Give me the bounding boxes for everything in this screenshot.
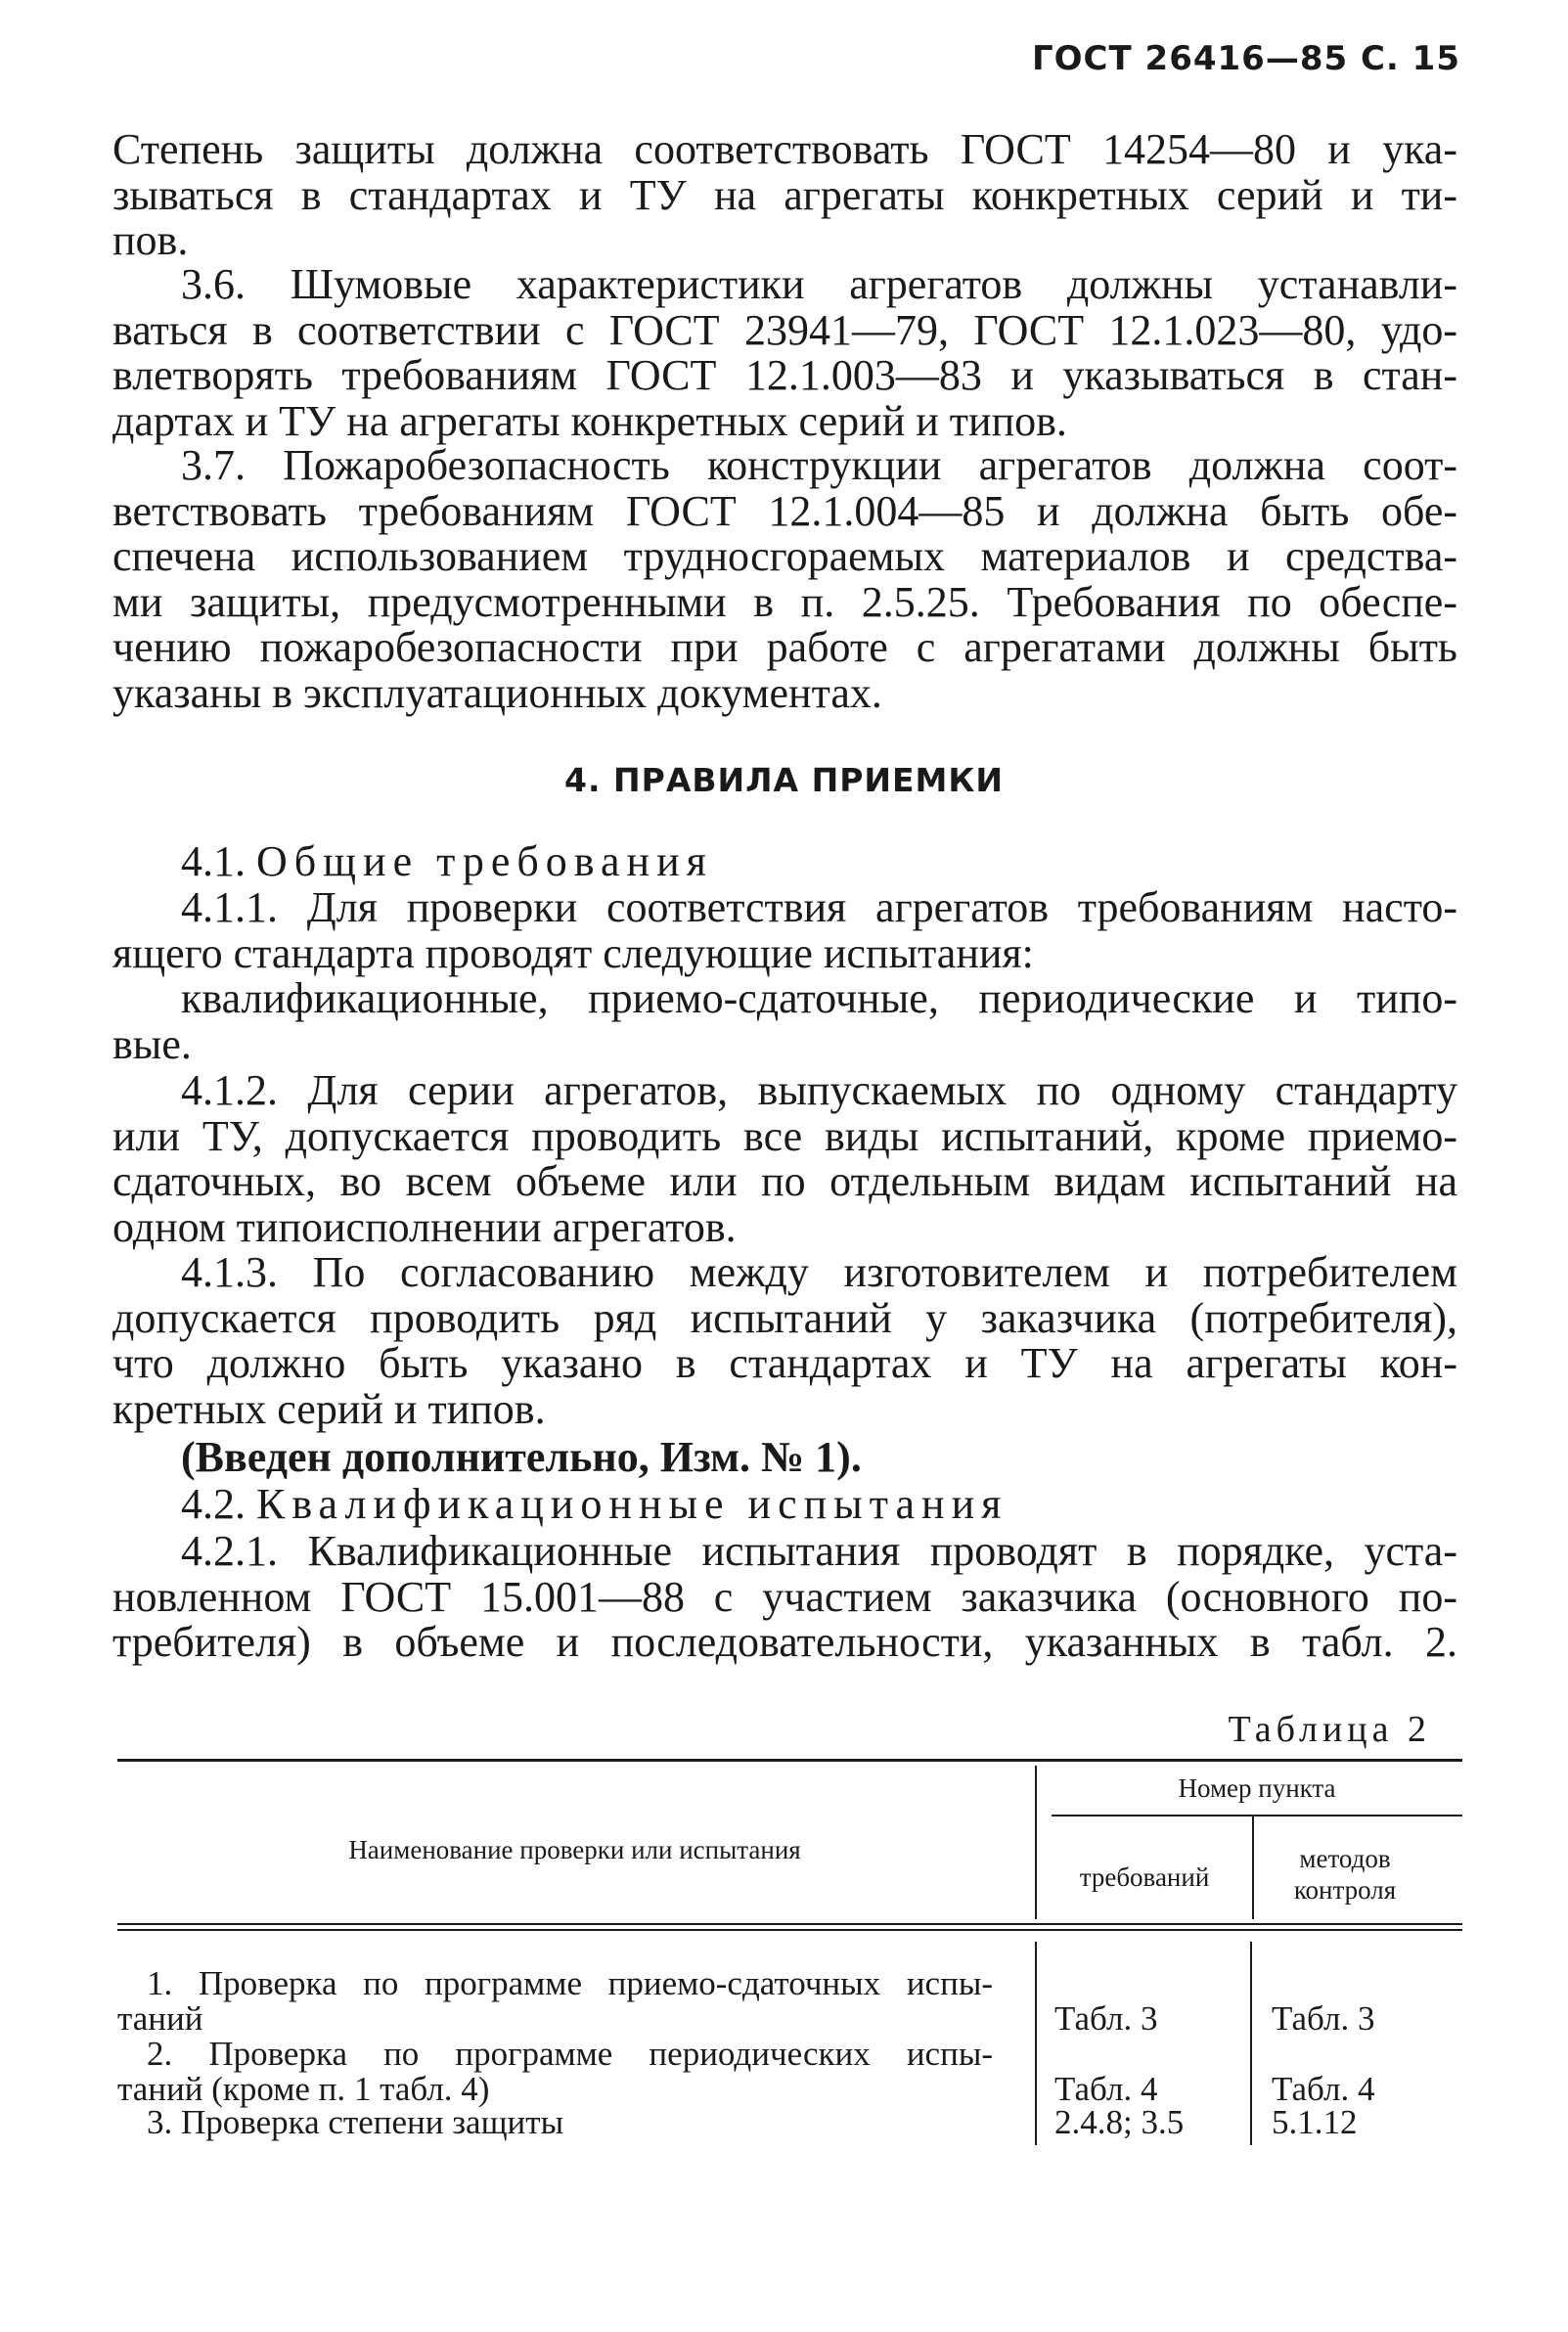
text-line: вые. — [112, 1019, 192, 1068]
intro-paragraph — [112, 127, 1457, 264]
paragraph-3-7 — [112, 443, 1457, 716]
header-bottom-rule — [117, 1929, 1462, 1931]
text-line: ящего стандарта проводят следующие испытания: — [112, 928, 1034, 977]
subsection-number: 4.2. — [181, 1480, 246, 1528]
text-line: дартах и ТУ на агрегаты конкретных серий и типов. — [112, 396, 1067, 445]
text-line: зываться в стандартах и ТУ на агрегаты конкретных серий и ти- — [112, 170, 1457, 219]
amendment-note-block — [112, 1435, 1457, 1481]
subsection-title: Квалификационные испытания — [256, 1480, 1008, 1528]
text-line: новленном ГОСТ 15.001—88 с участием заказчика (основного по- — [112, 1572, 1457, 1621]
text-line: Степень защиты должна соответствовать ГОСТ 14254—80 и ука- — [112, 125, 1457, 173]
row-name-line: 2. Проверка по программе периодических испы- — [147, 2035, 993, 2073]
subsection-4-1-title — [112, 839, 1457, 885]
header-bottom-rule — [117, 1923, 1462, 1925]
text-line: квалификационные, приемо-сдаточные, периодические и типо- — [181, 974, 1457, 1022]
text-line: или ТУ, допускается проводить все виды испытаний, кроме приемо- — [112, 1111, 1457, 1160]
amendment-note: (Введен дополнительно, Изм. № 1). — [181, 1433, 862, 1481]
text-line: ветствовать требованиям ГОСТ 12.1.004—85 и должна быть обе- — [112, 486, 1457, 535]
table-column-divider — [1035, 1942, 1037, 2145]
row-name-line: 1. Проверка по программе приемо-сдаточных испы- — [147, 1964, 993, 2002]
table-caption: Таблица 2 — [1228, 1709, 1431, 1750]
text-line: кретных серий и типов. — [112, 1384, 546, 1433]
column-header-name: Наименование проверки или испытания — [348, 1835, 801, 1864]
paragraph-4-2-1 — [112, 1529, 1457, 1666]
text-line: требителя) в объеме и последовательности, указанных в табл. 2. — [112, 1618, 1457, 1666]
table-column-divider — [1252, 1815, 1254, 1919]
running-header: ГОСТ 26416—85 С. 15 — [1031, 39, 1460, 78]
paragraph-3-6 — [112, 262, 1457, 444]
section-heading: 4. ПРАВИЛА ПРИЕМКИ — [564, 761, 1004, 799]
text-line: допускается проводить ряд испытаний у заказчика (потребителя), — [112, 1293, 1457, 1342]
text-line: указаны в эксплуатационных документах. — [112, 668, 882, 717]
row-name-line: 3. Проверка степени защиты — [147, 2103, 564, 2141]
row-requirements: Табл. 3 — [1054, 1999, 1158, 2038]
text-line: 3.6. Шумовые характеристики агрегатов должны устанавли- — [181, 260, 1457, 308]
paragraph-4-1-2 — [112, 1068, 1457, 1250]
text-line: ваться в соответствии с ГОСТ 23941—79, ГОСТ 12.1.023—80, удо- — [112, 305, 1457, 354]
text-line: спечена использованием трудносгораемых материалов и средства- — [112, 532, 1457, 580]
text-line: сдаточных, во всем объеме или по отдельным видам испытаний на — [112, 1157, 1457, 1205]
row-methods: 5.1.12 — [1272, 2103, 1358, 2141]
text-line: что должно быть указано в стандартах и ТУ на агрегаты кон- — [112, 1339, 1457, 1387]
text-line: ми защиты, предусмотренными в п. 2.5.25. Требования по обеспе- — [112, 577, 1457, 626]
text-line: 4.1.3. По согласованию между изготовителем и потребителем — [181, 1248, 1457, 1296]
row-methods: Табл. 4 — [1272, 2070, 1375, 2108]
paragraph-4-1-1 — [112, 885, 1457, 1067]
subsection-title: Общие требования — [256, 837, 713, 885]
column-header-group: Номер пункта — [1178, 1773, 1336, 1803]
text-line: 4.1.2. Для серии агрегатов, выпускаемых по одному стандарту — [181, 1066, 1457, 1114]
table-column-divider — [1250, 1942, 1252, 2145]
text-line: влетворять требованиям ГОСТ 12.1.003—83 и указываться в стан- — [112, 351, 1457, 399]
paragraph-4-1-3 — [112, 1250, 1457, 1432]
text-line: 4.2.1. Квалификационные испытания проводят в порядке, уста- — [181, 1527, 1457, 1575]
row-methods: Табл. 3 — [1272, 1999, 1375, 2038]
text-line: пов. — [112, 216, 189, 264]
table-top-rule — [117, 1759, 1462, 1762]
row-requirements: Табл. 4 — [1054, 2070, 1158, 2108]
text-line: одном типоисполнении агрегатов. — [112, 1202, 737, 1251]
header-group-rule — [1052, 1815, 1462, 1816]
subsection-number: 4.1. — [181, 837, 246, 885]
column-header-requirements: требований — [1079, 1862, 1210, 1892]
text-line: 3.7. Пожаробезопасность конструкции агрегатов должна соот- — [181, 441, 1457, 489]
row-name-line: таний (кроме п. 1 табл. 4) — [117, 2070, 490, 2108]
column-header-methods: методов контроля — [1293, 1844, 1397, 1905]
subsection-4-2-title — [112, 1482, 1457, 1528]
row-requirements: 2.4.8; 3.5 — [1054, 2103, 1185, 2141]
row-name-line: таний — [117, 1999, 203, 2038]
text-line: 4.1.1. Для проверки соответствия агрегатов требованиям насто- — [181, 883, 1457, 931]
text-line: чению пожаробезопасности при работе с агрегатами должны быть — [112, 623, 1457, 671]
table-column-divider — [1035, 1766, 1037, 1919]
